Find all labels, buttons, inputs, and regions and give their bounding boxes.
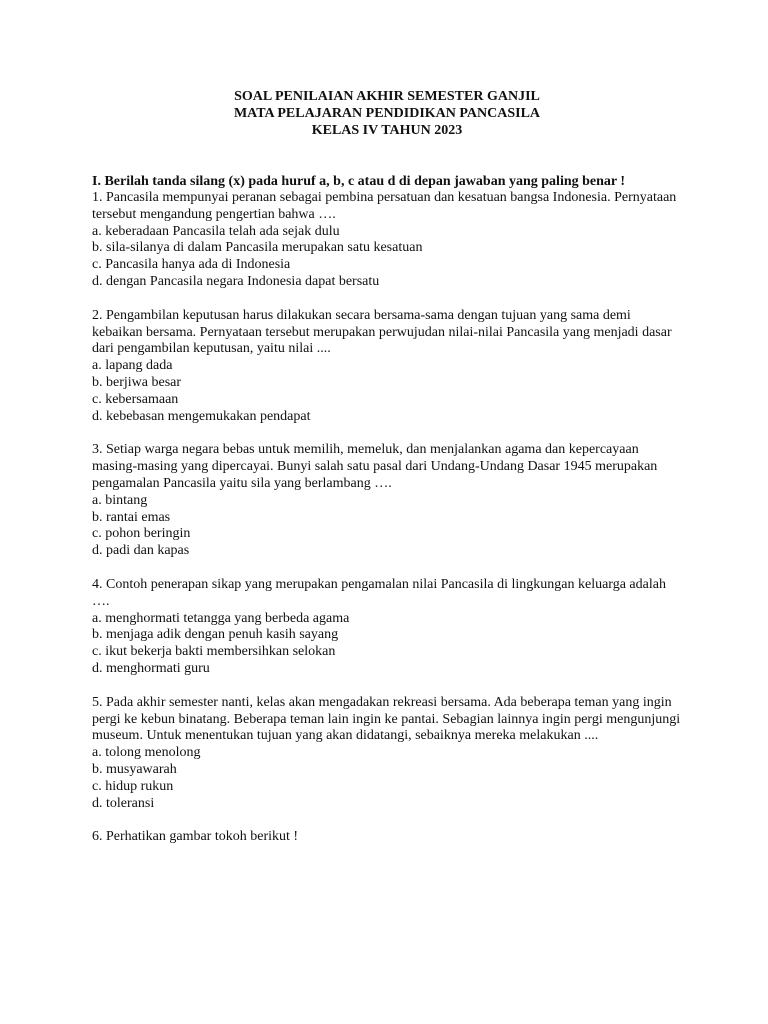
option-d: d. kebebasan mengemukakan pendapat (92, 408, 311, 424)
header-title-line-1: SOAL PENILAIAN AKHIR SEMESTER GANJIL (234, 89, 540, 104)
question-5 (92, 695, 682, 813)
question-text: 3. Setiap warga negara bebas untuk memilih, memeluk, dan menjalankan agama dan kepercayaan masing-masing yang dipercayai. Bunyi salah satu pasal dari Undang-Undang Dasar 1945 merupakan pengamalan Pancasila yaitu sila yang berlambang …. (92, 442, 658, 491)
option-d: d. dengan Pancasila negara Indonesia dapat bersatu (92, 273, 380, 289)
question-text: 1. Pancasila mempunyai peranan sebagai pembina persatuan dan kesatuan bangsa Indonesia. Pernyataan tersebut mengandung pengertian bahwa …. (92, 190, 677, 222)
option-d: d. toleransi (92, 795, 155, 811)
question-2 (92, 308, 682, 426)
option-b: b. rantai emas (92, 509, 171, 525)
option-c: c. kebersamaan (92, 391, 179, 407)
option-c: c. Pancasila hanya ada di Indonesia (92, 257, 291, 273)
question-text: 6. Perhatikan gambar tokoh berikut ! (92, 829, 299, 845)
option-b: b. menjaga adik dengan penuh kasih sayang (92, 627, 339, 643)
document-page (92, 88, 682, 846)
question-3 (92, 442, 682, 560)
option-c: c. ikut bekerja bakti membersihkan selokan (92, 644, 336, 660)
document-header (92, 88, 682, 139)
section-instruction: I. Berilah tanda silang (x) pada huruf a, b, c atau d di depan jawaban yang paling benar ! (92, 174, 626, 189)
header-title-line-2: MATA PELAJARAN PENDIDIKAN PANCASILA (233, 106, 541, 121)
question-text: 4. Contoh penerapan sikap yang merupakan pengamalan nilai Pancasila di lingkungan keluarga adalah …. (92, 576, 666, 609)
question-text: 2. Pengambilan keputusan harus dilakukan secara bersama-sama dengan tujuan yang sama demi kebaikan bersama. Pernyataan tersebut merupakan perwujudan nilai-nilai Pancasila yang menjadi dasar dari pengambilan keputusan, yaitu nilai .... (92, 307, 672, 357)
question-1 (92, 190, 682, 291)
option-a: a. tolong menolong (92, 745, 201, 761)
question-6 (92, 829, 682, 846)
option-b: b. musyawarah (92, 761, 177, 777)
option-a: a. bintang (92, 492, 148, 508)
option-a: a. keberadaan Pancasila telah ada sejak dulu (92, 223, 340, 239)
option-d: d. menghormati guru (92, 660, 210, 676)
option-b: b. sila-silanya di dalam Pancasila merupakan satu kesatuan (92, 240, 423, 256)
option-a: a. menghormati tetangga yang berbeda agama (92, 610, 350, 626)
header-title-line-3: KELAS IV TAHUN 2023 (311, 123, 463, 138)
option-a: a. lapang dada (92, 358, 173, 374)
option-c: c. pohon beringin (92, 526, 191, 542)
question-4 (92, 577, 682, 678)
question-text: 5. Pada akhir semester nanti, kelas akan mengadakan rekreasi bersama. Ada beberapa teman yang ingin pergi ke kebun binatang. Beberapa teman lain ingin ke pantai. Sebagian lainnya ingin pergi mengunjungi museum. Untuk menentukan tujuan yang akan didatangi, sebaiknya mereka melakukan .... (92, 694, 681, 744)
option-b: b. berjiwa besar (92, 374, 182, 390)
option-c: c. hidup rukun (92, 778, 174, 794)
option-d: d. padi dan kapas (92, 543, 190, 559)
